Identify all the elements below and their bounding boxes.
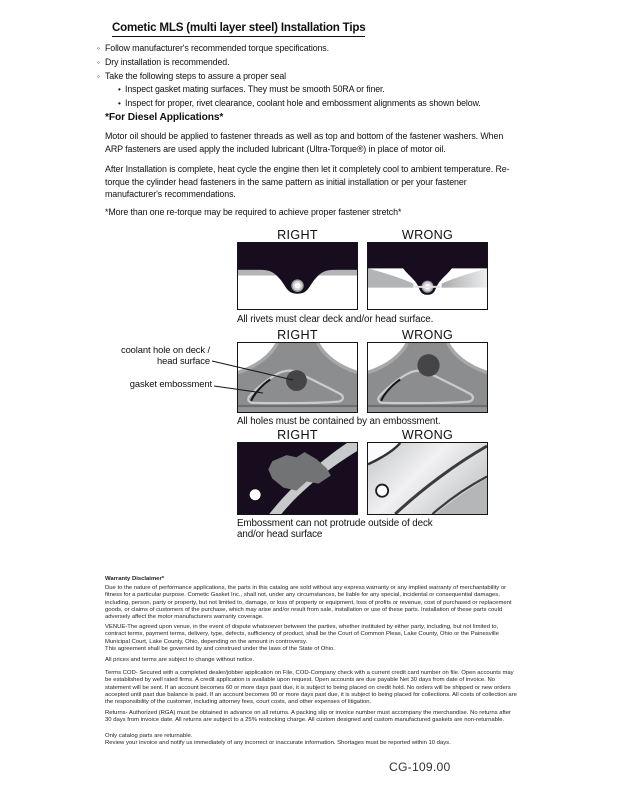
protrusion-right-panel xyxy=(237,442,358,515)
gasket-embossment-annotation: gasket embossment xyxy=(129,378,212,389)
tip-text: Take the following steps to assure a proper seal xyxy=(105,70,287,81)
coolant-hole-annotation: coolant hole on deck / head surface xyxy=(120,344,210,366)
bolt-hole xyxy=(250,489,261,500)
wrong-label: WRONG xyxy=(401,428,454,442)
open-bullet-icon: ◦ xyxy=(97,44,100,53)
diesel-applications-heading: *For Diesel Applications* xyxy=(105,112,224,123)
returns-paragraph: Returns- Authorized (RGA) must be obtained in advance on all returns. A packing slip or invoice number must accompany the merchandise. No returns after 30 days from invoice date. All returns are subject to a 25% restocking charge. All custom designed and custom manufactured gaskets are non-returnable. xyxy=(105,710,512,724)
wrong-label: WRONG xyxy=(401,228,454,242)
rivet-clearance-wrong-panel xyxy=(367,242,488,310)
tip-text: Inspect for proper, rivet clearance, coolant hole and embossment alignments as shown below. xyxy=(125,98,481,109)
right-label: RIGHT xyxy=(277,428,318,442)
warranty-paragraph: Due to the nature of performance applications, the parts in this catalog are sold without any express warranty or any implied warranty of merchantability or fitness for a particular purpose. Cometic Gasket Inc., shall not, under any circumstances, be liable for any special, incidental or consequential damages, including, person, party or property, but not limited to, damage, or loss of property or equipment, loss of profits or revenue, cost of purchased or replacement goods, or claims of customers of the purchase, which may arise and/or result from sale, installation or use of these parts. Installation of these parts could adversely affect the motor manufacturers warranty coverage. xyxy=(105,585,512,620)
list-item xyxy=(118,83,481,97)
diagram-caption: Embossment can not protrude outside of deck and/or head surface xyxy=(237,518,433,541)
terms-paragraph: Terms COD- Secured with a completed dealer/jobber application on File, COD-Company check with a current credit card number on file. Open accounts may be established by well rated firms. A credit application is available upon request. Open accounts are due payable Net 30 days from date of invoice. No statement will be sent. If an account becomes 60 or more days past due, it is subject to being placed on credit hold. No orders will be shipped or new orders accepted until past due balance is paid. If an account becomes 90 or more days past due, it is subject to being placed for collections. All costs of collection are the responsibility of the customer, including attorney fees, court costs, and other expenses of litigation. xyxy=(105,670,517,705)
protrusion-right-graphic xyxy=(238,443,357,514)
review-invoice-text: Review your invoice and notify us immediately of any incorrect or inaccurate information. Shortages must be reported within 10 days. xyxy=(105,740,451,747)
open-bullet-icon: ◦ xyxy=(97,57,100,67)
governing-law-text: This agreement shall be governed by and construed under the laws of the State of Ohio. xyxy=(105,645,335,652)
rivet-clearance-right-panel xyxy=(237,242,358,310)
right-label: RIGHT xyxy=(277,328,318,342)
coolant-hole xyxy=(417,354,439,376)
embossment-wrong-panel xyxy=(367,342,488,413)
rivet-icon xyxy=(291,279,304,292)
venue-paragraph xyxy=(105,624,519,653)
warranty-disclaimer-heading: Warranty Disclaimer* xyxy=(105,576,165,582)
list-item xyxy=(97,56,481,70)
tip-text: Follow manufacturer's recommended torque specifications. xyxy=(105,43,329,53)
list-item xyxy=(118,97,481,111)
catalog-page-number: CG-109.00 xyxy=(389,760,451,774)
coolant-hole xyxy=(286,370,307,391)
protrusion-wrong-graphic xyxy=(368,443,487,514)
embossment-right-panel xyxy=(237,342,358,413)
protrusion-wrong-panel xyxy=(367,442,488,515)
right-label: RIGHT xyxy=(277,228,318,242)
rivet-clearance-wrong-graphic xyxy=(368,243,487,309)
tip-text: Inspect gasket mating surfaces. They must be smooth 50RA or finer. xyxy=(125,84,385,95)
diagram-caption: All holes must be contained by an embossment. xyxy=(237,416,441,427)
prices-notice: All prices and terms are subject to change without notice. xyxy=(105,657,254,663)
open-bullet-icon: ◦ xyxy=(97,71,100,81)
embossment-wrong-graphic xyxy=(368,343,487,412)
returnable-paragraph xyxy=(105,733,519,748)
diagram-caption: All rivets must clear deck and/or head surface. xyxy=(237,314,434,325)
returnable-text: Only catalog parts are returnable. xyxy=(105,733,193,739)
installation-tips-list xyxy=(97,42,481,111)
retorque-note: *More than one re-torque may be required to achieve proper fastener stretch* xyxy=(105,207,402,217)
diesel-paragraph: After Installation is complete, heat cycle the engine then let it completely cool to ambient temperature. Re-torque the cylinder head fasteners in the same pattern as initial installation or per your fastener manufacturer's recommendations. xyxy=(105,164,510,200)
rivet-clearance-right-graphic xyxy=(238,243,357,309)
filled-bullet-icon: • xyxy=(118,85,121,95)
wrong-label: WRONG xyxy=(401,328,454,342)
list-item xyxy=(97,42,481,56)
bolt-hole xyxy=(376,485,388,497)
tip-text: Dry installation is recommended. xyxy=(105,56,230,67)
embossment-right-graphic xyxy=(238,343,357,412)
filled-bullet-icon: • xyxy=(118,99,121,109)
page-title: Cometic MLS (multi layer steel) Installation Tips xyxy=(112,21,365,37)
list-item xyxy=(97,70,481,84)
venue-text: VENUE-The agreed upon venue, in the event of dispute whatsoever between the parties, whether instituted by either party, including, but not limited to, contract terms, payment terms, delivery, type, defects, sufficiency of product, shall be the Court of Common Pleas, Lake County, Ohio or the Painesville Municipal Court, Lake County, Ohio, depending on the amount in controversy. xyxy=(105,624,499,645)
diesel-paragraph: Motor oil should be applied to fastener threads as well as top and bottom of the fastener washers. When ARP fasteners are used apply the included lubricant (Ultra-Torque®) in place of motor oil. xyxy=(105,131,504,154)
